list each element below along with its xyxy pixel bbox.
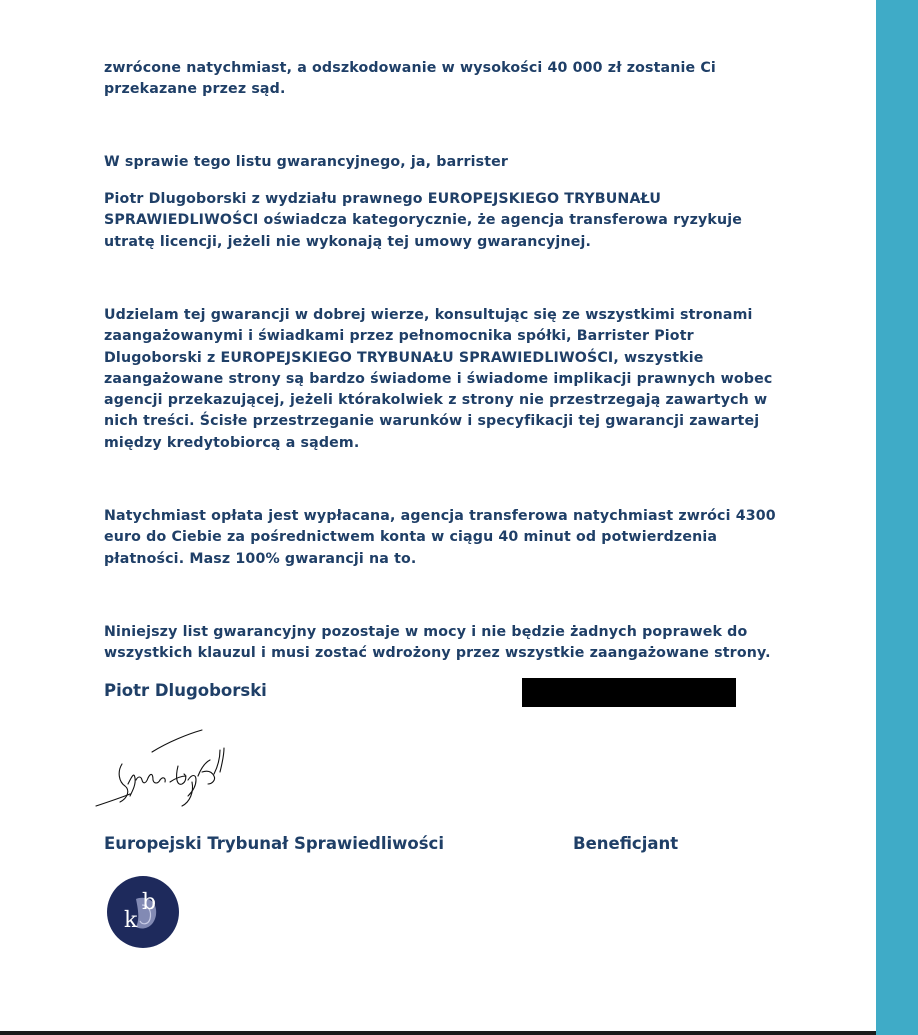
text-line: Niniejszy list gwarancyjny pozostaje w mocy i nie będzie żadnych poprawek do bbox=[104, 624, 748, 640]
text-line: SPRAWIEDLIWOŚCI oświadcza kategorycznie, że agencja transferowa ryzykuje bbox=[104, 212, 743, 229]
text-line: euro do Ciebie za pośrednictwem konta w ciągu 40 minut od potwierdzenia bbox=[104, 529, 718, 546]
redaction-block bbox=[522, 678, 736, 707]
text-line: Natychmiast opłata jest wypłacana, agencja transferowa natychmiast zwróci 4300 bbox=[104, 508, 776, 524]
text-line: W sprawie tego listu gwarancyjnego, ja, barrister bbox=[104, 154, 509, 170]
paragraph-validity bbox=[104, 622, 820, 665]
side-accent-bar bbox=[876, 0, 918, 1035]
text-line: płatności. Masz 100% gwarancji na to. bbox=[104, 550, 417, 567]
paragraph-declaration bbox=[104, 189, 820, 253]
beneficiary-label: Beneficjant bbox=[573, 834, 679, 853]
text-line: nich treści. Ścisłe przestrzeganie warunków i specyfikacji tej gwarancji zawartej bbox=[104, 413, 760, 430]
text-line: przekazane przez sąd. bbox=[104, 81, 286, 98]
text-line: między kredytobiorcą a sądem. bbox=[104, 434, 360, 451]
paragraph-guarantee bbox=[104, 305, 820, 454]
handwritten-signature bbox=[92, 726, 232, 812]
text-line: Dlugoborski z EUROPEJSKIEGO TRYBUNAŁU SPRAWIEDLIWOŚCI, wszystkie bbox=[104, 349, 704, 366]
paragraph-payment bbox=[104, 506, 820, 570]
text-line: zaangażowane strony są bardzo świadome i świadome implikacji prawnych wobec bbox=[104, 370, 773, 387]
text-line: wszystkich klauzul i musi zostać wdrożony przez wszystkie zaangażowane strony. bbox=[104, 645, 771, 662]
text-line: agencji przekazującej, jeżeli którakolwiek z strony nie przestrzegają zawartych w bbox=[104, 392, 768, 409]
signatory-name: Piotr Dlugoborski bbox=[104, 681, 267, 700]
court-label: Europejski Trybunał Sprawiedliwości bbox=[104, 834, 444, 853]
text-line: utratę licencji, jeżeli nie wykonają tej umowy gwarancyjnej. bbox=[104, 233, 592, 250]
seal-monogram-b: b bbox=[142, 890, 157, 915]
paragraph-refund bbox=[104, 58, 820, 101]
seal-logo bbox=[106, 875, 180, 949]
text-line: Udzielam tej gwarancji w dobrej wierze, konsultując się ze wszystkimi stronami bbox=[104, 307, 753, 323]
bottom-border bbox=[0, 1031, 876, 1035]
seal-monogram-k: k bbox=[124, 908, 138, 933]
text-line: zwrócone natychmiast, a odszkodowanie w wysokości 40 000 zł zostanie Ci bbox=[104, 60, 716, 76]
text-line: zaangażowanymi i świadkami przez pełnomocnika spółki, Barrister Piotr bbox=[104, 328, 694, 345]
text-line: Piotr Dlugoborski z wydziału prawnego EUROPEJSKIEGO TRYBUNAŁU bbox=[104, 191, 662, 207]
paragraph-intro bbox=[104, 152, 820, 173]
